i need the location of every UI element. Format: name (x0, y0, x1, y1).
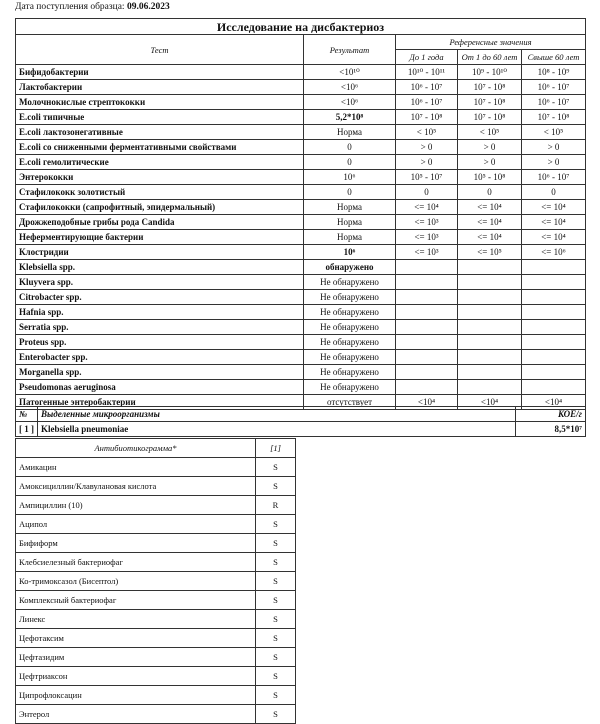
antibiotic-name: Ко-тримоксазол (Бисептол) (16, 572, 256, 591)
ref-1-to-60: > 0 (458, 155, 522, 170)
antibiotic-sensitivity: S (256, 591, 296, 610)
antibiogram-row (16, 705, 296, 724)
test-name: Стафилококки (сапрофитный, эпидермальный) (16, 200, 304, 215)
antibiotic-name: Ампициллин (10) (16, 496, 256, 515)
ref-under-1: < 10⁵ (396, 125, 458, 140)
antibiogram-table (15, 438, 296, 724)
received-label: Дата поступления образца: (15, 2, 125, 12)
test-name: Citrobacter spp. (16, 290, 304, 305)
ref-under-1 (396, 275, 458, 290)
ref-1-to-60 (458, 275, 522, 290)
antibiogram-row (16, 534, 296, 553)
table-row (16, 305, 586, 320)
antibiotic-name: Цефтазидим (16, 648, 256, 667)
table-row (16, 350, 586, 365)
test-name: E.coli лактозонегативные (16, 125, 304, 140)
ref-1-to-60: <= 10⁵ (458, 245, 522, 260)
antibiotic-name: Бифиформ (16, 534, 256, 553)
antibiotic-name: Клебсиелезный бактериофаг (16, 553, 256, 572)
ref-under-1: 10⁷ - 10⁸ (396, 110, 458, 125)
ref-1-to-60: <= 10⁴ (458, 200, 522, 215)
test-name: Клостридии (16, 245, 304, 260)
antibiogram-row (16, 553, 296, 572)
table-row (16, 290, 586, 305)
test-name: Молочнокислые стрептококки (16, 95, 304, 110)
ref-over-60 (522, 350, 586, 365)
ref-over-60: <= 10⁶ (522, 245, 586, 260)
test-result: Не обнаружено (304, 380, 396, 395)
ref-over-60 (522, 290, 586, 305)
antibiogram-col-header: [1] (256, 439, 296, 458)
ref-over-60 (522, 320, 586, 335)
antibiotic-name: Цефотаксим (16, 629, 256, 648)
test-result: <10⁶ (304, 95, 396, 110)
antibiotic-sensitivity: R (256, 496, 296, 515)
test-name: Pseudomonas aeruginosa (16, 380, 304, 395)
table-row (16, 95, 586, 110)
test-name: Serratia spp. (16, 320, 304, 335)
col-header-ref-1: До 1 года (396, 50, 458, 65)
ref-over-60: <= 10⁴ (522, 215, 586, 230)
ref-under-1 (396, 320, 458, 335)
test-result: Норма (304, 230, 396, 245)
received-date: 09.06.2023 (126, 2, 170, 12)
ref-under-1 (396, 335, 458, 350)
col-header-ref-2: От 1 до 60 лет (458, 50, 522, 65)
ref-over-60 (522, 260, 586, 275)
test-name: Enterobacter spp. (16, 350, 304, 365)
antibiogram-row (16, 591, 296, 610)
test-name: E.coli гемолитические (16, 155, 304, 170)
ref-under-1: <= 10³ (396, 215, 458, 230)
antibiotic-sensitivity: S (256, 610, 296, 629)
col-header-test: Тест (16, 35, 304, 65)
test-name: Kluyvera spp. (16, 275, 304, 290)
test-result: Не обнаружено (304, 350, 396, 365)
antibiogram-row (16, 667, 296, 686)
col-header-ref-3: Свыше 60 лет (522, 50, 586, 65)
antibiogram-row (16, 458, 296, 477)
table-row (16, 215, 586, 230)
table-row (16, 155, 586, 170)
antibiotic-sensitivity: S (256, 648, 296, 667)
antibiotic-sensitivity: S (256, 458, 296, 477)
ref-under-1: 0 (396, 185, 458, 200)
test-result: обнаружено (304, 260, 396, 275)
test-name: Morganella spp. (16, 365, 304, 380)
ref-1-to-60: <10⁴ (458, 395, 522, 410)
ref-under-1: <= 10³ (396, 245, 458, 260)
test-result: 10⁶ (304, 245, 396, 260)
test-result: Не обнаружено (304, 275, 396, 290)
ref-under-1: <= 10⁴ (396, 200, 458, 215)
test-result: 0 (304, 185, 396, 200)
isolate-row (16, 422, 586, 437)
antibiotic-name: Амоксициллин/Клавулановая кислота (16, 477, 256, 496)
test-result: отсутствует (304, 395, 396, 410)
ref-1-to-60: 10⁹ - 10¹⁰ (458, 65, 522, 80)
ref-over-60: 10⁶ - 10⁷ (522, 170, 586, 185)
test-name: Энтерококки (16, 170, 304, 185)
antibiotic-sensitivity: S (256, 553, 296, 572)
ref-under-1: > 0 (396, 155, 458, 170)
ref-1-to-60: 10⁵ - 10⁸ (458, 170, 522, 185)
ref-under-1: 10⁶ - 10⁷ (396, 80, 458, 95)
col-header-reference: Референсные значения (396, 35, 586, 50)
antibiotic-name: Энтерол (16, 705, 256, 724)
test-name: Дрожжеподобные грибы рода Candida (16, 215, 304, 230)
ref-1-to-60 (458, 365, 522, 380)
antibiogram-row (16, 515, 296, 534)
ref-under-1: <10⁴ (396, 395, 458, 410)
ref-under-1 (396, 260, 458, 275)
antibiogram-row (16, 629, 296, 648)
antibiogram-row (16, 477, 296, 496)
antibiotic-sensitivity: S (256, 705, 296, 724)
test-name: E.coli со сниженными ферментативными свойствами (16, 140, 304, 155)
table-row (16, 65, 586, 80)
ref-1-to-60 (458, 335, 522, 350)
ref-over-60: > 0 (522, 155, 586, 170)
antibiogram-row (16, 610, 296, 629)
test-name: Лактобактерии (16, 80, 304, 95)
ref-1-to-60 (458, 380, 522, 395)
antibiotic-sensitivity: S (256, 667, 296, 686)
ref-over-60: > 0 (522, 140, 586, 155)
ref-under-1 (396, 350, 458, 365)
col-header-organism: Выделенные микроорганизмы (38, 407, 516, 422)
antibiogram-row (16, 648, 296, 667)
col-header-result: Результат (304, 35, 396, 65)
ref-1-to-60: 10⁷ - 10⁸ (458, 110, 522, 125)
test-name: Неферментирующие бактерии (16, 230, 304, 245)
ref-1-to-60 (458, 260, 522, 275)
test-name: Klebsiella spp. (16, 260, 304, 275)
received-date-line (15, 2, 170, 12)
test-result: 5,2*10⁸ (304, 110, 396, 125)
test-result: Не обнаружено (304, 365, 396, 380)
test-result: Норма (304, 125, 396, 140)
test-name: Стафилококк золотистый (16, 185, 304, 200)
ref-under-1 (396, 305, 458, 320)
test-name: Hafnia spp. (16, 305, 304, 320)
table-row (16, 185, 586, 200)
antibiogram-row (16, 572, 296, 591)
ref-over-60: <10⁴ (522, 395, 586, 410)
table-row (16, 125, 586, 140)
table-row (16, 335, 586, 350)
table-row (16, 80, 586, 95)
ref-over-60: 0 (522, 185, 586, 200)
ref-under-1: 10⁶ - 10⁷ (396, 95, 458, 110)
test-result: <10⁶ (304, 80, 396, 95)
ref-1-to-60: <= 10⁴ (458, 230, 522, 245)
table-row (16, 200, 586, 215)
antibiotic-name: Ципрофлоксацин (16, 686, 256, 705)
antibiotic-name: Комплексный бактериофаг (16, 591, 256, 610)
test-result: Норма (304, 215, 396, 230)
ref-under-1: 10¹⁰ - 10¹¹ (396, 65, 458, 80)
isolate-name: Klebsiella pneumoniae (38, 422, 516, 437)
antibiotic-sensitivity: S (256, 629, 296, 648)
dysbacteriosis-table (15, 18, 586, 410)
test-result: 0 (304, 155, 396, 170)
test-name: Бифидобактерии (16, 65, 304, 80)
ref-1-to-60: 0 (458, 185, 522, 200)
ref-over-60 (522, 335, 586, 350)
test-result: 0 (304, 140, 396, 155)
antibiotic-sensitivity: S (256, 515, 296, 534)
col-header-num: № (16, 407, 38, 422)
ref-over-60: <= 10⁴ (522, 230, 586, 245)
ref-under-1 (396, 290, 458, 305)
test-result: <10¹⁰ (304, 65, 396, 80)
table-row (16, 320, 586, 335)
table-row (16, 365, 586, 380)
antibiogram-title: Антибиотикограмма* (16, 439, 256, 458)
antibiotic-name: Линекс (16, 610, 256, 629)
test-result: Норма (304, 200, 396, 215)
table-row (16, 245, 586, 260)
ref-1-to-60 (458, 290, 522, 305)
isolate-num: [ 1 ] (16, 422, 38, 437)
test-result: Не обнаружено (304, 305, 396, 320)
ref-over-60: 10⁶ - 10⁷ (522, 95, 586, 110)
ref-1-to-60 (458, 320, 522, 335)
ref-over-60 (522, 275, 586, 290)
ref-over-60: 10⁸ - 10⁹ (522, 65, 586, 80)
table-row (16, 260, 586, 275)
isolates-table (15, 406, 586, 437)
table-row (16, 140, 586, 155)
test-name: Патогенные энтеробактерии (16, 395, 304, 410)
isolate-cfu: 8,5*10⁷ (516, 422, 586, 437)
ref-1-to-60: 10⁷ - 10⁸ (458, 80, 522, 95)
ref-1-to-60: > 0 (458, 140, 522, 155)
col-header-cfu: КОЕ/г (516, 407, 586, 422)
test-result: Не обнаружено (304, 335, 396, 350)
test-result: Не обнаружено (304, 320, 396, 335)
ref-over-60 (522, 305, 586, 320)
antibiotic-name: Цефтриаксон (16, 667, 256, 686)
test-result: Не обнаружено (304, 290, 396, 305)
ref-under-1: > 0 (396, 140, 458, 155)
table-row (16, 170, 586, 185)
ref-over-60 (522, 365, 586, 380)
antibiotic-sensitivity: S (256, 477, 296, 496)
table-row (16, 230, 586, 245)
ref-over-60: 10⁷ - 10⁸ (522, 110, 586, 125)
ref-over-60: <= 10⁴ (522, 200, 586, 215)
ref-over-60 (522, 380, 586, 395)
antibiotic-name: Амикацин (16, 458, 256, 477)
table-row (16, 380, 586, 395)
ref-1-to-60: < 10⁵ (458, 125, 522, 140)
table-row (16, 110, 586, 125)
antibiogram-row (16, 686, 296, 705)
ref-over-60: 10⁶ - 10⁷ (522, 80, 586, 95)
test-result: 10⁶ (304, 170, 396, 185)
test-name: E.coli типичные (16, 110, 304, 125)
ref-1-to-60 (458, 350, 522, 365)
ref-1-to-60: 10⁷ - 10⁸ (458, 95, 522, 110)
ref-under-1: 10⁵ - 10⁷ (396, 170, 458, 185)
antibiogram-row (16, 496, 296, 515)
table-title: Исследование на дисбактериоз (16, 19, 586, 35)
ref-under-1 (396, 365, 458, 380)
antibiotic-sensitivity: S (256, 572, 296, 591)
test-name: Proteus spp. (16, 335, 304, 350)
ref-over-60: < 10⁵ (522, 125, 586, 140)
antibiotic-sensitivity: S (256, 686, 296, 705)
antibiotic-name: Аципол (16, 515, 256, 534)
ref-1-to-60: <= 10⁴ (458, 215, 522, 230)
ref-1-to-60 (458, 305, 522, 320)
ref-under-1: <= 10³ (396, 230, 458, 245)
ref-under-1 (396, 380, 458, 395)
antibiotic-sensitivity: S (256, 534, 296, 553)
table-row (16, 275, 586, 290)
